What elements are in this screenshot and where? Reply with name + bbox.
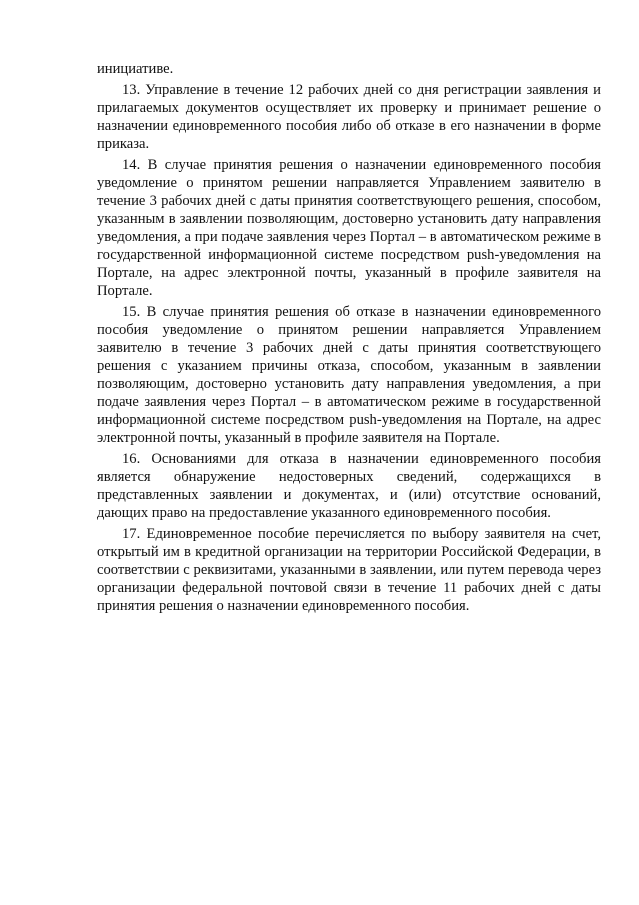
paragraph-16: 16. Основаниями для отказа в назначении единовременного пособия является обнаружение недостоверных сведений, содержащихся в представленных заявлении и документах, и (или) отсутствие оснований, дающих право на предоставление указанного единовременного пособия.	[97, 451, 601, 521]
paragraph-15: 15. В случае принятия решения об отказе в назначении единовременного пособия уведомление о принятом решении направляется Управлением заявителю в течение 3 рабочих дней с даты принятия соответствующего решения с указанием причины отказа, способом, указанным в заявлении позволяющим, достоверно установить дату направления уведомления, а при подаче заявления через Портал – в автоматическом режиме в государственной информационной системе посредством push-уведомления на Портале, на адрес электронной почты, указанный в профиле заявителя на Портале.	[97, 304, 601, 446]
paragraph-14: 14. В случае принятия решения о назначении единовременного пособия уведомление о принятом решении направляется Управлением заявителю в течение 3 рабочих дней с даты принятия соответствующего решения, способом, указанным в заявлении позволяющим, достоверно установить дату направления уведомления, а при подаче заявления через Портал – в автоматическом режиме в государственной информационной системе посредством push-уведомления на Портале, на адрес электронной почты, указанный в профиле заявителя на Портале.	[97, 157, 601, 299]
paragraph-13: 13. Управление в течение 12 рабочих дней со дня регистрации заявления и прилагаемых документов осуществляет их проверку и принимает решение о назначении единовременного пособия либо об отказе в его назначении в форме приказа.	[97, 82, 601, 152]
document-page	[97, 60, 601, 615]
paragraph-continuation: инициативе.	[97, 61, 174, 77]
paragraph-17: 17. Единовременное пособие перечисляется по выбору заявителя на счет, открытый им в кредитной организации на территории Российской Федерации, в соответствии с реквизитами, указанными в заявлении, или путем перевода через организации федеральной почтовой связи в течение 11 рабочих дней с даты принятия решения о назначении единовременного пособия.	[97, 526, 601, 614]
